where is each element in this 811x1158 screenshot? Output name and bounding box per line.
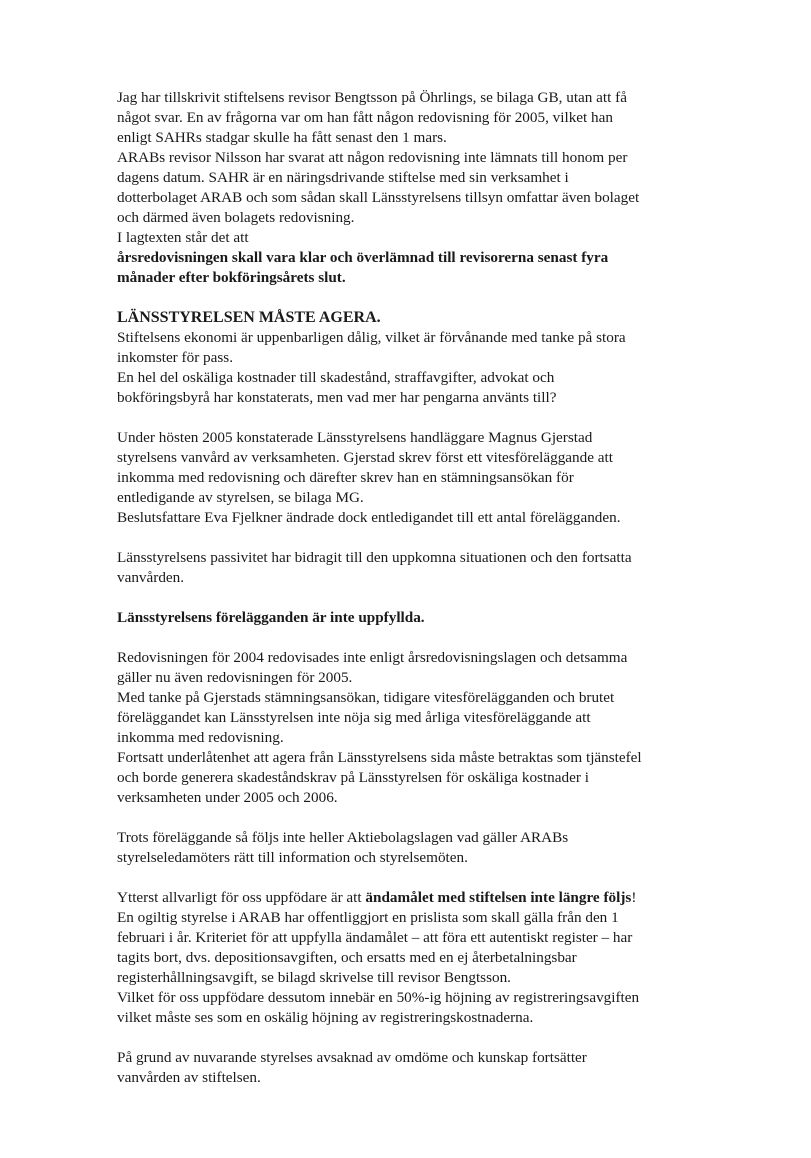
text-line: inkomster för pass.: [117, 349, 233, 366]
text-line: Under hösten 2005 konstaterade Länsstyrelsens handläggare Magnus Gjerstad: [117, 429, 593, 446]
document-page: [117, 88, 702, 1088]
paragraph-revisor: [117, 88, 702, 288]
text-line: Med tanke på Gjerstads stämningsansökan, tidigare vitesförelägganden och brutet: [117, 689, 615, 706]
text-line: vanvården av stiftelsen.: [117, 1069, 261, 1086]
spacer: [117, 528, 702, 548]
text-line-mixed: [117, 888, 702, 908]
paragraph-aktiebolagslagen: [117, 828, 702, 868]
text-line: bokföringsbyrå har konstaterats, men vad mer har pengarna använts till?: [117, 389, 557, 406]
text-line: dagens datum. SAHR är en näringsdrivande stiftelse med sin verksamhet i: [117, 169, 569, 186]
text-line: inkomma med redovisning.: [117, 729, 284, 746]
text-line: och därmed även bolagets redovisning.: [117, 209, 355, 226]
text-line: Stiftelsens ekonomi är uppenbarligen dålig, vilket är förvånande med tanke på stora: [117, 329, 626, 346]
bold-text-line: årsredovisningen skall vara klar och överlämnad till revisorerna senast fyra: [117, 249, 609, 266]
text-line: På grund av nuvarande styrelses avsaknad av omdöme och kunskap fortsätter: [117, 1049, 587, 1066]
text-line: enligt SAHRs stadgar skulle ha fått senast den 1 mars.: [117, 129, 447, 146]
text-segment: Ytterst allvarligt för oss uppfödare är att: [117, 889, 366, 906]
text-line: styrelseledamöters rätt till information och styrelsemöten.: [117, 849, 468, 866]
section-heading: LÄNSSTYRELSEN MÅSTE AGERA.: [117, 309, 381, 326]
paragraph-ekonomi: [117, 328, 702, 408]
paragraph-avslutning: [117, 1048, 702, 1088]
paragraph-redovisningen: [117, 648, 702, 808]
paragraph-hosten: [117, 428, 702, 528]
text-line: En ogiltig styrelse i ARAB har offentliggjort en prislista som skall gälla från den 1: [117, 909, 619, 926]
text-line: något svar. En av frågorna var om han fått någon redovisning för 2005, vilket han: [117, 109, 613, 126]
text-line: registerhållningsavgift, se bilagd skrivelse till revisor Bengtsson.: [117, 969, 511, 986]
text-line: I lagtexten står det att: [117, 229, 249, 246]
section-subheading: Länsstyrelsens förelägganden är inte uppfyllda.: [117, 609, 425, 626]
text-line: entledigande av styrelsen, se bilaga MG.: [117, 489, 364, 506]
text-line: och borde generera skadeståndskrav på Länsstyrelsen för oskäliga kostnader i: [117, 769, 589, 786]
text-line: Jag har tillskrivit stiftelsens revisor Bengtsson på Öhrlings, se bilaga GB, utan att få: [117, 89, 627, 106]
paragraph-andamalet: [117, 888, 702, 1028]
text-line: Beslutsfattare Eva Fjelkner ändrade dock entledigandet till ett antal förelägganden.: [117, 509, 621, 526]
text-line: En hel del oskäliga kostnader till skadestånd, straffavgifter, advokat och: [117, 369, 555, 386]
spacer: [117, 1028, 702, 1048]
bold-text-line: månader efter bokföringsårets slut.: [117, 269, 346, 286]
text-line: verksamheten under 2005 och 2006.: [117, 789, 338, 806]
spacer: [117, 288, 702, 308]
text-line: föreläggandet kan Länsstyrelsen inte nöja sig med årliga vitesföreläggande att: [117, 709, 591, 726]
text-segment: !: [631, 889, 637, 906]
text-line: inkomma med redovisning och därefter skrev han en stämningsansökan för: [117, 469, 574, 486]
text-line: Vilket för oss uppfödare dessutom innebär en 50%-ig höjning av registreringsavgiften: [117, 989, 640, 1006]
text-line: Trots föreläggande så följs inte heller Aktiebolagslagen vad gäller ARABs: [117, 829, 569, 846]
text-line: styrelsens vanvård av verksamheten. Gjerstad skrev först ett vitesföreläggande att: [117, 449, 613, 466]
text-line: Länsstyrelsens passivitet har bidragit till den uppkomna situationen och den fortsatta: [117, 549, 632, 566]
text-line: Redovisningen för 2004 redovisades inte enligt årsredovisningslagen och detsamma: [117, 649, 628, 666]
text-line: Fortsatt underlåtenhet att agera från Länsstyrelsens sida måste betraktas som tjänstefel: [117, 749, 642, 766]
bold-text-segment: ändamålet med stiftelsen inte längre följs: [365, 889, 632, 906]
paragraph-passivitet: [117, 548, 702, 588]
text-line: tagits bort, dvs. depositionsavgiften, och ersatts med en ej återbetalningsbar: [117, 949, 577, 966]
text-line: vilket måste ses som en oskälig höjning av registreringskostnaderna.: [117, 1009, 534, 1026]
text-line: gäller nu även redovisningen för 2005.: [117, 669, 353, 686]
spacer: [117, 588, 702, 608]
spacer: [117, 408, 702, 428]
spacer: [117, 808, 702, 828]
spacer: [117, 628, 702, 648]
text-line: dotterbolaget ARAB och som sådan skall Länsstyrelsens tillsyn omfattar även bolaget: [117, 189, 640, 206]
text-line: februari i år. Kriteriet för att uppfylla ändamålet – att föra ett autentiskt register – har: [117, 929, 633, 946]
text-line: ARABs revisor Nilsson har svarat att någon redovisning inte lämnats till honom per: [117, 149, 628, 166]
text-line: vanvården.: [117, 569, 185, 586]
spacer: [117, 868, 702, 888]
